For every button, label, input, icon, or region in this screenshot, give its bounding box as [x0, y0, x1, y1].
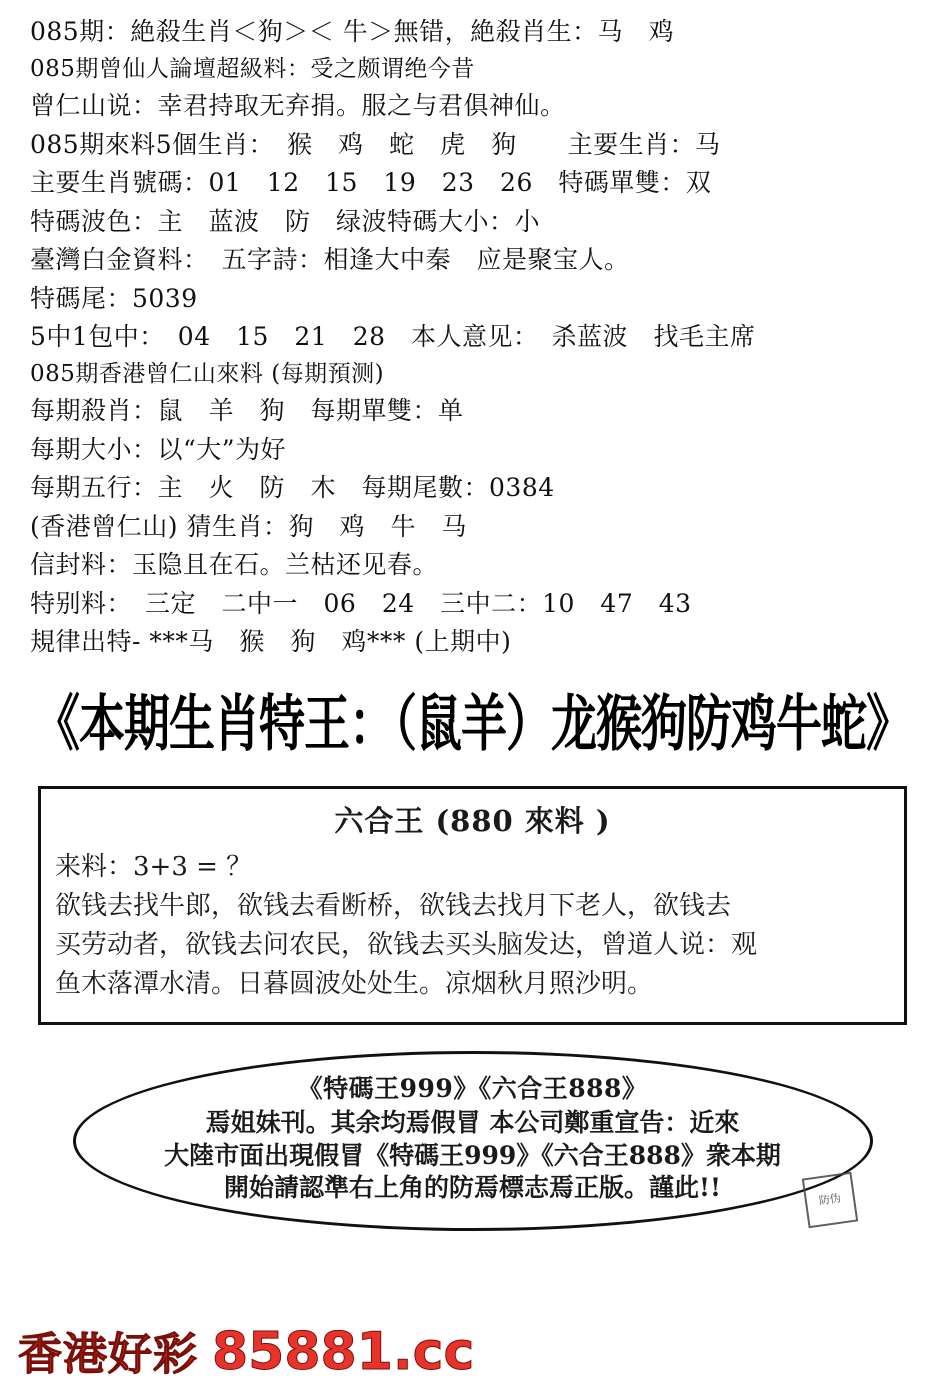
main-text-block	[30, 14, 915, 660]
text-line: 5中1包中： 04 15 21 28 本人意见： 杀蓝波 找毛主席	[30, 322, 756, 352]
text-line: 085期來料5個生肖： 猴 鸡 蛇 虎 狗 主要生肖：马	[30, 129, 721, 159]
site-name-cn: 香港好彩	[18, 1329, 198, 1380]
ellipse-text-line: 焉姐妹刊。其余均焉假冒 本公司鄭重宣告：近來	[205, 1108, 740, 1138]
text-line: 每期五行：主 火 防 木 每期尾數：0384	[30, 473, 555, 503]
ellipse-text-line: 開始請認準右上角的防焉標志焉正版。謹此!!	[224, 1173, 721, 1203]
ellipse-text-line: 大陸市面出現假冒《特碼王999》《六合王888》衆本期	[164, 1140, 781, 1170]
anti-counterfeit-stamp-icon: 防伪	[801, 1172, 857, 1228]
text-line: 主要生肖號碼：01 12 15 19 23 26 特碼單雙：双	[30, 168, 712, 198]
text-line: 085期香港曾仁山來料 (每期預测)	[30, 360, 385, 387]
text-line: 曾仁山说：幸君持取无弃捐。服之与君俱神仙。	[30, 91, 566, 121]
text-line: 規律出特- ***马 猴 狗 鸡*** (上期中)	[30, 627, 512, 657]
site-url: 85881.cc	[212, 1322, 475, 1382]
text-line: 臺灣白金資料： 五字詩：相逢大中秦 应是聚宝人。	[30, 245, 630, 275]
text-line: 特碼波色：主 蓝波 防 绿波特碼大小：小	[30, 206, 541, 236]
text-line: 每期殺肖：鼠 羊 狗 每期單雙：单	[30, 396, 464, 426]
ellipse-title: 《特碼王999》《六合王888》	[297, 1074, 648, 1104]
text-line: 信封料：玉隐且在石。兰枯还见春。	[30, 550, 439, 580]
text-line: (香港曾仁山) 猜生肖：狗 鸡 牛 马	[30, 511, 467, 541]
text-line: 特别料： 三定 二中一 06 24 三中二：10 47 43	[30, 588, 692, 618]
box-text-line: 买劳动者，欲钱去问农民，欲钱去买头脑发达，曾道人说：观	[55, 930, 758, 960]
box-title: 六合王 (880 來料 )	[334, 803, 611, 838]
site-watermark	[18, 1318, 474, 1382]
text-line: 085期：絶殺生肖＜狗＞＜ 牛＞無错，絶殺肖生：马 鸡	[30, 17, 675, 46]
box-text-line: 鱼木落潭水清。日暮圆波处处生。凉烟秋月照沙明。	[55, 969, 654, 1000]
box-text-line: 欲钱去找牛郎，欲钱去看断桥，欲钱去找月下老人，欲钱去	[55, 890, 732, 921]
box-text-line: 来料：3+3 = ？	[55, 851, 253, 882]
headline-banner: 《本期生肖特王：（鼠羊）龙猴狗防鸡牛蛇》	[34, 687, 911, 759]
liuhewang-box	[38, 786, 907, 1025]
text-line: 每期大小：以“大”为好	[30, 434, 287, 464]
text-line: 特碼尾：5039	[30, 283, 198, 313]
text-line: 085期曾仙人論壇超級料：受之颇谓绝今昔	[30, 55, 475, 82]
notice-ellipse	[73, 1051, 873, 1231]
